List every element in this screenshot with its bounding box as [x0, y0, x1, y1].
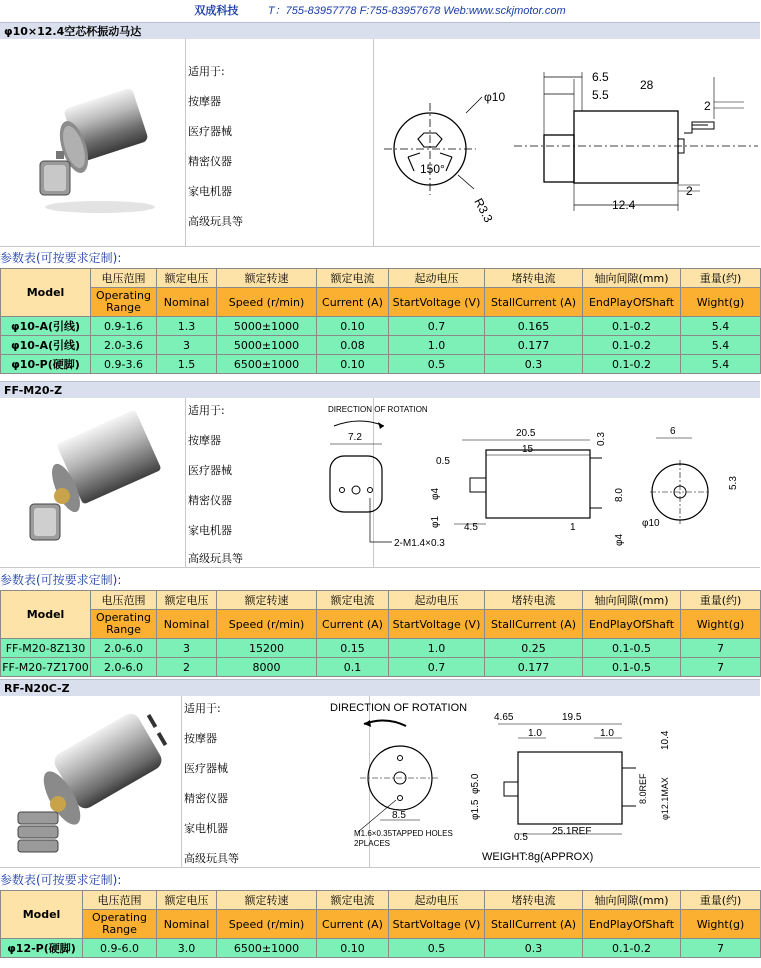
column-header: 额定电压: [157, 591, 217, 610]
rotation-caption: DIRECTION OF ROTATION: [330, 702, 468, 714]
product-title: φ10×12.4空芯杯振动马达: [0, 22, 760, 39]
cell: 0.9-6.0: [83, 939, 157, 958]
cell: 0.5: [389, 939, 485, 958]
cell: 0.25: [485, 639, 583, 658]
table-row: [1, 355, 761, 374]
cell: 3.0: [157, 939, 217, 958]
column-header: 堵转电流: [485, 591, 583, 610]
column-header: Wight(g): [681, 910, 761, 939]
contact-bar: [0, 0, 760, 22]
column-header: EndPlayOfShaft: [583, 610, 681, 639]
drawing-label: 4.5: [464, 522, 478, 533]
drawing-label: 6: [670, 426, 676, 437]
drawing-label: 5.3: [728, 476, 739, 490]
drawing-label: M1.6×0.35TAPPED HOLES: [354, 829, 453, 838]
cell: 0.1-0.2: [583, 939, 681, 958]
drawing-label: φ1.5: [470, 799, 481, 820]
cell: FF-M20-7Z1700: [1, 658, 91, 677]
drawing-label: 8.0: [614, 488, 625, 502]
drawing-label: 1: [570, 522, 576, 533]
cell: 0.1-0.5: [583, 658, 681, 677]
table-header-row: [1, 269, 761, 288]
spec-table-title: 参数表(可按要求定制):: [0, 573, 122, 587]
applications-heading: 适用于:: [188, 404, 225, 417]
dimension-drawing: [328, 398, 760, 567]
cell: FF-M20-8Z130: [1, 639, 91, 658]
application-item: 精密仪器: [184, 792, 228, 805]
column-header: Operating Range: [91, 288, 157, 317]
column-header: 重量(约): [681, 891, 761, 910]
column-header: 轴向间隙(mm): [583, 891, 681, 910]
drawing-label: 15: [522, 444, 534, 455]
column-header: Operating Range: [83, 910, 157, 939]
column-header: StartVoltage (V): [389, 610, 485, 639]
applications-list: [186, 398, 374, 567]
cell: 5000±1000: [217, 317, 317, 336]
table-header-row: [1, 910, 761, 939]
drawing-label: φ10: [642, 518, 660, 529]
drawing-label: 150°: [420, 162, 445, 176]
column-header: Operating Range: [91, 610, 157, 639]
column-header: 额定转速: [217, 269, 317, 288]
cell: 6500±1000: [217, 355, 317, 374]
product-panel: [0, 696, 760, 868]
cell: 2: [157, 658, 217, 677]
drawing-label: 0.3: [596, 432, 607, 446]
cell: 0.9-3.6: [91, 355, 157, 374]
column-header: 额定转速: [217, 591, 317, 610]
table-row: [1, 336, 761, 355]
application-item: 按摩器: [188, 95, 221, 108]
cell: φ10-A(引线): [1, 317, 91, 336]
cell: 3: [157, 639, 217, 658]
cell: 7: [681, 658, 761, 677]
cell: 0.165: [485, 317, 583, 336]
table-header-row: [1, 610, 761, 639]
table-row: [1, 317, 761, 336]
cell: φ12-P(硬脚): [1, 939, 83, 958]
column-header: 额定转速: [217, 891, 317, 910]
column-header: 额定电流: [317, 269, 389, 288]
drawing-label: 8.0REF: [638, 773, 648, 804]
cell: 0.9-1.6: [91, 317, 157, 336]
cell: 7: [681, 639, 761, 658]
column-header: 额定电压: [157, 269, 217, 288]
table-header-row: [1, 288, 761, 317]
cell: 0.177: [485, 336, 583, 355]
cell: 0.15: [317, 639, 389, 658]
drawing-label: R3.3: [471, 195, 496, 225]
cell: 2.0-6.0: [91, 639, 157, 658]
cell: φ10-A(引线): [1, 336, 91, 355]
cell: 0.10: [317, 317, 389, 336]
company-name: 双成科技: [194, 4, 239, 17]
column-header: EndPlayOfShaft: [583, 288, 681, 317]
drawing-label: φ12.1MAX: [660, 777, 670, 820]
column-header: Nominal: [157, 288, 217, 317]
drawing-label: 10.4: [660, 730, 671, 750]
column-header: 重量(约): [681, 591, 761, 610]
dimension-drawing: [330, 696, 760, 867]
application-item: 高级玩具等: [188, 215, 243, 228]
drawing-label: 12.4: [612, 198, 636, 212]
application-item: 按摩器: [184, 732, 217, 745]
drawing-label: φ4: [614, 533, 625, 546]
product-panel: [0, 398, 760, 568]
drawing-label: φ1: [430, 515, 441, 528]
column-header: Wight(g): [681, 610, 761, 639]
spec-table: [0, 890, 761, 958]
cell: 5.4: [681, 336, 761, 355]
cell: 15200: [217, 639, 317, 658]
application-item: 医疗器械: [188, 464, 232, 477]
model-header: Model: [1, 269, 91, 317]
application-item: 高级玩具等: [188, 552, 243, 565]
drawing-label: 5.5: [592, 88, 609, 102]
cell: 6500±1000: [217, 939, 317, 958]
drawing-label: 2-M1.4×0.3: [394, 538, 445, 549]
cell: 5.4: [681, 317, 761, 336]
cell: 0.1: [317, 658, 389, 677]
cell: 0.7: [389, 317, 485, 336]
column-header: 起动电压: [389, 591, 485, 610]
cell: 5000±1000: [217, 336, 317, 355]
column-header: Nominal: [157, 610, 217, 639]
column-header: StallCurrent (A): [485, 610, 583, 639]
cell: 3: [157, 336, 217, 355]
column-header: Speed (r/min): [217, 910, 317, 939]
table-header-row: [1, 891, 761, 910]
product-title: RF-N20C-Z: [0, 679, 760, 696]
cell: 0.3: [485, 355, 583, 374]
column-header: Current (A): [317, 610, 389, 639]
product-title: FF-M20-Z: [0, 381, 760, 398]
drawing-label: 28: [640, 78, 654, 92]
cell: 5.4: [681, 355, 761, 374]
drawing-label: 0.5: [436, 456, 450, 467]
cell: 0.1-0.2: [583, 355, 681, 374]
drawing-label: φ4: [430, 487, 441, 500]
column-header: 电压范围: [91, 591, 157, 610]
application-item: 精密仪器: [188, 494, 232, 507]
cell: 0.10: [317, 355, 389, 374]
column-header: Speed (r/min): [217, 610, 317, 639]
drawing-label: 20.5: [516, 428, 536, 439]
product-panel: [0, 39, 760, 247]
drawing-label: 7.2: [348, 432, 362, 443]
motor-photo: [0, 39, 186, 246]
column-header: StartVoltage (V): [389, 288, 485, 317]
motor-photo: [0, 398, 186, 567]
model-header: Model: [1, 591, 91, 639]
table-row: [1, 939, 761, 958]
spec-table-title: 参数表(可按要求定制):: [0, 873, 122, 887]
cell: 0.08: [317, 336, 389, 355]
contact-info[interactable]: T：755-83957778 F:755-83957678 Web:www.sckjmotor.com: [267, 5, 566, 17]
cell: 2.0-6.0: [91, 658, 157, 677]
spec-table: [0, 590, 761, 677]
cell: 1.0: [389, 336, 485, 355]
column-header: Current (A): [317, 288, 389, 317]
drawing-label: 4.65: [494, 712, 514, 723]
applications-heading: 适用于:: [188, 65, 225, 78]
spec-table: [0, 268, 761, 374]
column-header: 堵转电流: [485, 891, 583, 910]
drawing-label: 8.5: [392, 810, 406, 821]
cell: 0.1-0.2: [583, 317, 681, 336]
column-header: Current (A): [317, 910, 389, 939]
drawing-label: 0.5: [514, 832, 528, 843]
application-item: 家电机器: [188, 185, 232, 198]
column-header: 额定电流: [317, 891, 389, 910]
column-header: 额定电流: [317, 591, 389, 610]
column-header: StallCurrent (A): [485, 910, 583, 939]
column-header: Nominal: [157, 910, 217, 939]
column-header: 起动电压: [389, 891, 485, 910]
application-item: 按摩器: [188, 434, 221, 447]
cell: 0.7: [389, 658, 485, 677]
column-header: StartVoltage (V): [389, 910, 485, 939]
drawing-label: φ10: [484, 90, 506, 104]
cell: 0.1-0.5: [583, 639, 681, 658]
drawing-label: 19.5: [562, 712, 582, 723]
table-header-row: [1, 591, 761, 610]
cell: 1.5: [157, 355, 217, 374]
drawing-label: 2: [704, 99, 711, 113]
table-row: [1, 639, 761, 658]
cell: 2.0-3.6: [91, 336, 157, 355]
column-header: 轴向间隙(mm): [583, 591, 681, 610]
application-item: 精密仪器: [188, 155, 232, 168]
column-header: 重量(约): [681, 269, 761, 288]
drawing-label: 25.1REF: [552, 826, 592, 837]
column-header: 起动电压: [389, 269, 485, 288]
cell: 8000: [217, 658, 317, 677]
drawing-label: 1.0: [528, 728, 542, 739]
application-item: 医疗器械: [184, 762, 228, 775]
column-header: EndPlayOfShaft: [583, 910, 681, 939]
application-item: 家电机器: [184, 822, 228, 835]
column-header: 电压范围: [83, 891, 157, 910]
column-header: 额定电压: [157, 891, 217, 910]
application-item: 家电机器: [188, 524, 232, 537]
cell: 0.177: [485, 658, 583, 677]
cell: 1.0: [389, 639, 485, 658]
dimension-drawing: [374, 39, 760, 246]
cell: 7: [681, 939, 761, 958]
drawing-label: 2: [686, 184, 693, 198]
table-row: [1, 658, 761, 677]
column-header: 轴向间隙(mm): [583, 269, 681, 288]
column-header: 堵转电流: [485, 269, 583, 288]
drawing-label: WEIGHT:8g(APPROX): [482, 851, 594, 863]
application-item: 医疗器械: [188, 125, 232, 138]
drawing-label: 2PLACES: [354, 839, 391, 848]
drawing-label: 6.5: [592, 70, 609, 84]
spec-table-title: 参数表(可按要求定制):: [0, 251, 122, 265]
rotation-caption: DIRECTION OF ROTATION: [328, 405, 428, 414]
column-header: StallCurrent (A): [485, 288, 583, 317]
motor-photo: [0, 696, 182, 867]
drawing-label: φ5.0: [470, 773, 481, 794]
column-header: Wight(g): [681, 288, 761, 317]
model-header: Model: [1, 891, 83, 939]
cell: 0.3: [485, 939, 583, 958]
column-header: 电压范围: [91, 269, 157, 288]
applications-list: [186, 39, 374, 246]
cell: φ10-P(硬脚): [1, 355, 91, 374]
column-header: Speed (r/min): [217, 288, 317, 317]
cell: 1.3: [157, 317, 217, 336]
cell: 0.1-0.2: [583, 336, 681, 355]
drawing-label: 1.0: [600, 728, 614, 739]
cell: 0.5: [389, 355, 485, 374]
application-item: 高级玩具等: [184, 852, 239, 865]
applications-list: [182, 696, 370, 867]
cell: 0.10: [317, 939, 389, 958]
applications-heading: 适用于:: [184, 702, 221, 715]
